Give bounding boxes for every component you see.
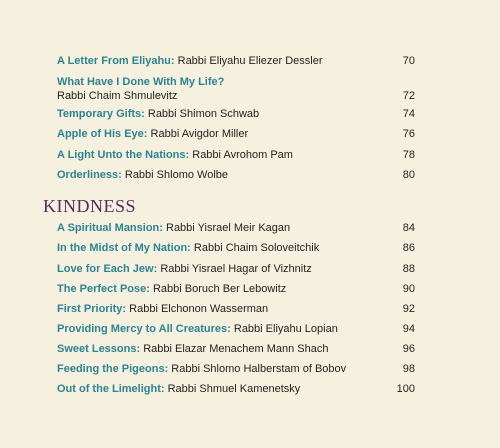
toc-entry[interactable] <box>57 148 415 162</box>
entry-page-number: 80 <box>402 169 415 181</box>
toc-entry[interactable] <box>57 127 415 141</box>
entry-page-number: 98 <box>402 363 415 375</box>
entry-author: Rabbi Elchonon Wasserman <box>129 303 269 315</box>
entry-author: Rabbi Yisrael Hagar of Vizhnitz <box>160 263 312 275</box>
section-heading: KINDNESS <box>43 196 137 216</box>
toc-entry[interactable] <box>57 54 415 68</box>
entry-page-number: 94 <box>402 323 415 335</box>
entry-page-number: 86 <box>402 242 415 254</box>
toc-entry[interactable] <box>57 342 415 356</box>
entry-author: Rabbi Chaim Shmulevitz <box>57 90 178 102</box>
entry-page-number: 88 <box>402 263 415 275</box>
entry-title: Orderliness: <box>57 169 122 181</box>
entry-page-number: 84 <box>402 222 415 234</box>
entry-author: Rabbi Eliyahu Lopian <box>233 323 338 335</box>
entry-author: Rabbi Elazar Menachem Mann Shach <box>143 343 329 355</box>
entry-page-number: 92 <box>402 303 415 315</box>
entry-title: Apple of His Eye: <box>57 128 148 140</box>
toc-entry[interactable] <box>57 107 415 121</box>
entry-author: Rabbi Chaim Soloveitchik <box>193 242 320 254</box>
entry-author: Rabbi Boruch Ber Lebowitz <box>152 283 287 295</box>
entry-page-number: 70 <box>402 55 415 67</box>
entry-title: Providing Mercy to All Creatures: <box>57 323 231 335</box>
entry-page-number: 72 <box>402 90 415 102</box>
entry-title: The Perfect Pose: <box>57 283 150 295</box>
entry-author: Rabbi Shmuel Kamenetsky <box>167 383 301 395</box>
entry-title: Love for Each Jew: <box>57 263 158 275</box>
toc-entry[interactable] <box>57 168 415 182</box>
toc-entry[interactable] <box>57 382 415 396</box>
toc-entry[interactable] <box>57 241 415 255</box>
entry-author: Rabbi Yisrael Meir Kagan <box>166 222 291 234</box>
entry-author: Rabbi Avrohom Pam <box>192 149 293 161</box>
entry-title: In the Midst of My Nation: <box>57 242 191 254</box>
entry-author: Rabbi Shlomo Wolbe <box>124 169 229 181</box>
entry-page-number: 96 <box>402 343 415 355</box>
entry-author: Rabbi Avigdor Miller <box>150 128 249 140</box>
toc-entry[interactable] <box>57 221 415 235</box>
entry-title: Feeding the Pigeons: <box>57 363 169 375</box>
entry-title: A Letter From Eliyahu: <box>57 55 175 67</box>
entry-title: A Light Unto the Nations: <box>57 149 190 161</box>
toc-entry[interactable] <box>57 362 415 376</box>
entry-title: Temporary Gifts: <box>57 108 145 120</box>
entry-title: A Spiritual Mansion: <box>57 222 163 234</box>
entry-title: First Priority: <box>57 303 127 315</box>
entry-page-number: 76 <box>402 128 415 140</box>
toc-entry[interactable] <box>57 75 415 103</box>
entry-title: What Have I Done With My Life? <box>57 76 225 88</box>
entry-title: Sweet Lessons: <box>57 343 141 355</box>
entry-page-number: 74 <box>402 108 415 120</box>
entry-page-number: 78 <box>402 149 415 161</box>
toc-entry[interactable] <box>57 262 415 276</box>
toc-entry[interactable] <box>57 322 415 336</box>
entry-author: Rabbi Eliyahu Eliezer Dessler <box>177 55 323 67</box>
entry-title: Out of the Limelight: <box>57 383 165 395</box>
entry-author: Rabbi Shimon Schwab <box>147 108 260 120</box>
entry-page-number: 90 <box>402 283 415 295</box>
toc-entry[interactable] <box>57 282 415 296</box>
entry-author: Rabbi Shlomo Halberstam of Bobov <box>171 363 347 375</box>
entry-page-number: 100 <box>396 383 415 395</box>
toc-entry[interactable] <box>57 302 415 316</box>
